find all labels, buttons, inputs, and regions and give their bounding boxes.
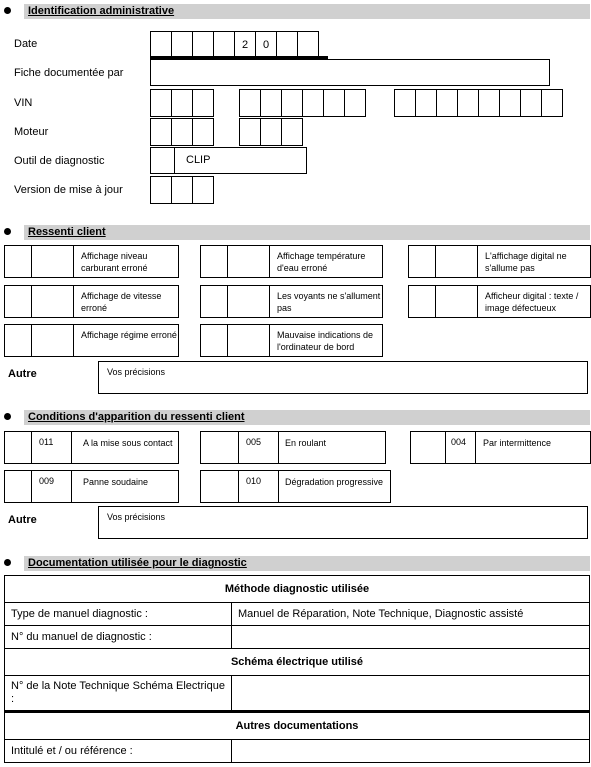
date-cell[interactable]: 0 <box>256 32 277 58</box>
condition-option[interactable]: 005 En roulant <box>200 431 386 464</box>
bullet-icon <box>4 228 11 235</box>
intitule-field[interactable] <box>232 740 590 763</box>
vin-field-group-1[interactable] <box>150 89 214 117</box>
date-field[interactable] <box>150 31 319 59</box>
condition-option[interactable]: 010 Dégradation progressive <box>200 470 391 503</box>
type-label: Type de manuel diagnostic : <box>5 603 232 626</box>
version-field[interactable] <box>150 176 214 204</box>
client-option[interactable]: Affichage température d'eau erroné <box>200 245 383 278</box>
date-cell[interactable] <box>214 32 235 58</box>
version-label: Version de mise à jour <box>14 184 123 196</box>
schema-header: Schéma électrique utilisé <box>5 649 590 676</box>
outil-field[interactable] <box>150 147 307 174</box>
condition-option[interactable]: 009 Panne soudaine <box>4 470 179 503</box>
numero-label: N° du manuel de diagnostic : <box>5 626 232 649</box>
documentation-table <box>4 575 590 763</box>
condition-option[interactable]: 004 Par intermittence <box>410 431 591 464</box>
fiche-field[interactable] <box>150 59 550 86</box>
section-title: Conditions d'apparition du ressenti client <box>28 411 245 423</box>
date-cell[interactable] <box>277 32 298 58</box>
date-label: Date <box>14 38 38 50</box>
vin-field-group-2[interactable] <box>239 89 366 117</box>
numero-field[interactable] <box>232 626 590 649</box>
client-option[interactable]: Affichage niveau carburant erroné <box>4 245 179 278</box>
note-label: N° de la Note Technique Schéma Electrique : <box>5 676 232 712</box>
section-title: Ressenti client <box>28 226 106 238</box>
section-header-documentation <box>4 556 590 572</box>
section-title: Documentation utilisée pour le diagnostic <box>28 557 247 569</box>
date-cell[interactable] <box>193 32 214 58</box>
client-option[interactable]: Les voyants ne s'allument pas <box>200 285 383 318</box>
section-header-conditions <box>4 410 590 426</box>
condition-option[interactable]: 011 A la mise sous contact <box>4 431 179 464</box>
date-cell[interactable] <box>172 32 193 58</box>
intitule-label: Intitulé et / ou référence : <box>5 740 232 763</box>
autres-header: Autres documentations <box>5 712 590 740</box>
conditions-autre-field[interactable]: Vos précisions <box>98 506 588 539</box>
note-field[interactable] <box>232 676 590 712</box>
date-cell[interactable]: 2 <box>235 32 256 58</box>
section-header-client <box>4 225 590 241</box>
client-option[interactable]: Afficheur digital : texte / image défectueux <box>408 285 591 318</box>
methode-header: Méthode diagnostic utilisée <box>5 576 590 603</box>
section-header-admin <box>4 4 590 20</box>
bullet-icon <box>4 559 11 566</box>
vin-field-group-3[interactable] <box>394 89 563 117</box>
outil-label: Outil de diagnostic <box>14 155 105 167</box>
vin-label: VIN <box>14 97 33 109</box>
client-option[interactable]: Affichage régime erroné <box>4 324 179 357</box>
fiche-label: Fiche documentée par <box>14 67 124 79</box>
section-title: Identification administrative <box>28 5 175 17</box>
type-value[interactable]: Manuel de Réparation, Note Technique, Diagnostic assisté <box>232 603 590 626</box>
conditions-autre-label: Autre <box>8 514 37 526</box>
date-cell[interactable] <box>298 32 319 58</box>
moteur-label: Moteur <box>14 126 49 138</box>
moteur-field-group-1[interactable] <box>150 118 214 146</box>
moteur-field-group-2[interactable] <box>239 118 303 146</box>
bullet-icon <box>4 7 11 14</box>
date-cell[interactable] <box>151 32 172 58</box>
outil-value: CLIP <box>186 154 211 166</box>
client-autre-label: Autre <box>8 368 37 380</box>
client-autre-field[interactable]: Vos précisions <box>98 361 588 394</box>
client-option[interactable]: Mauvaise indications de l'ordinateur de bord <box>200 324 383 357</box>
bullet-icon <box>4 413 11 420</box>
client-option[interactable]: Affichage de vitesse erroné <box>4 285 179 318</box>
client-option[interactable]: L'affichage digital ne s'allume pas <box>408 245 591 278</box>
